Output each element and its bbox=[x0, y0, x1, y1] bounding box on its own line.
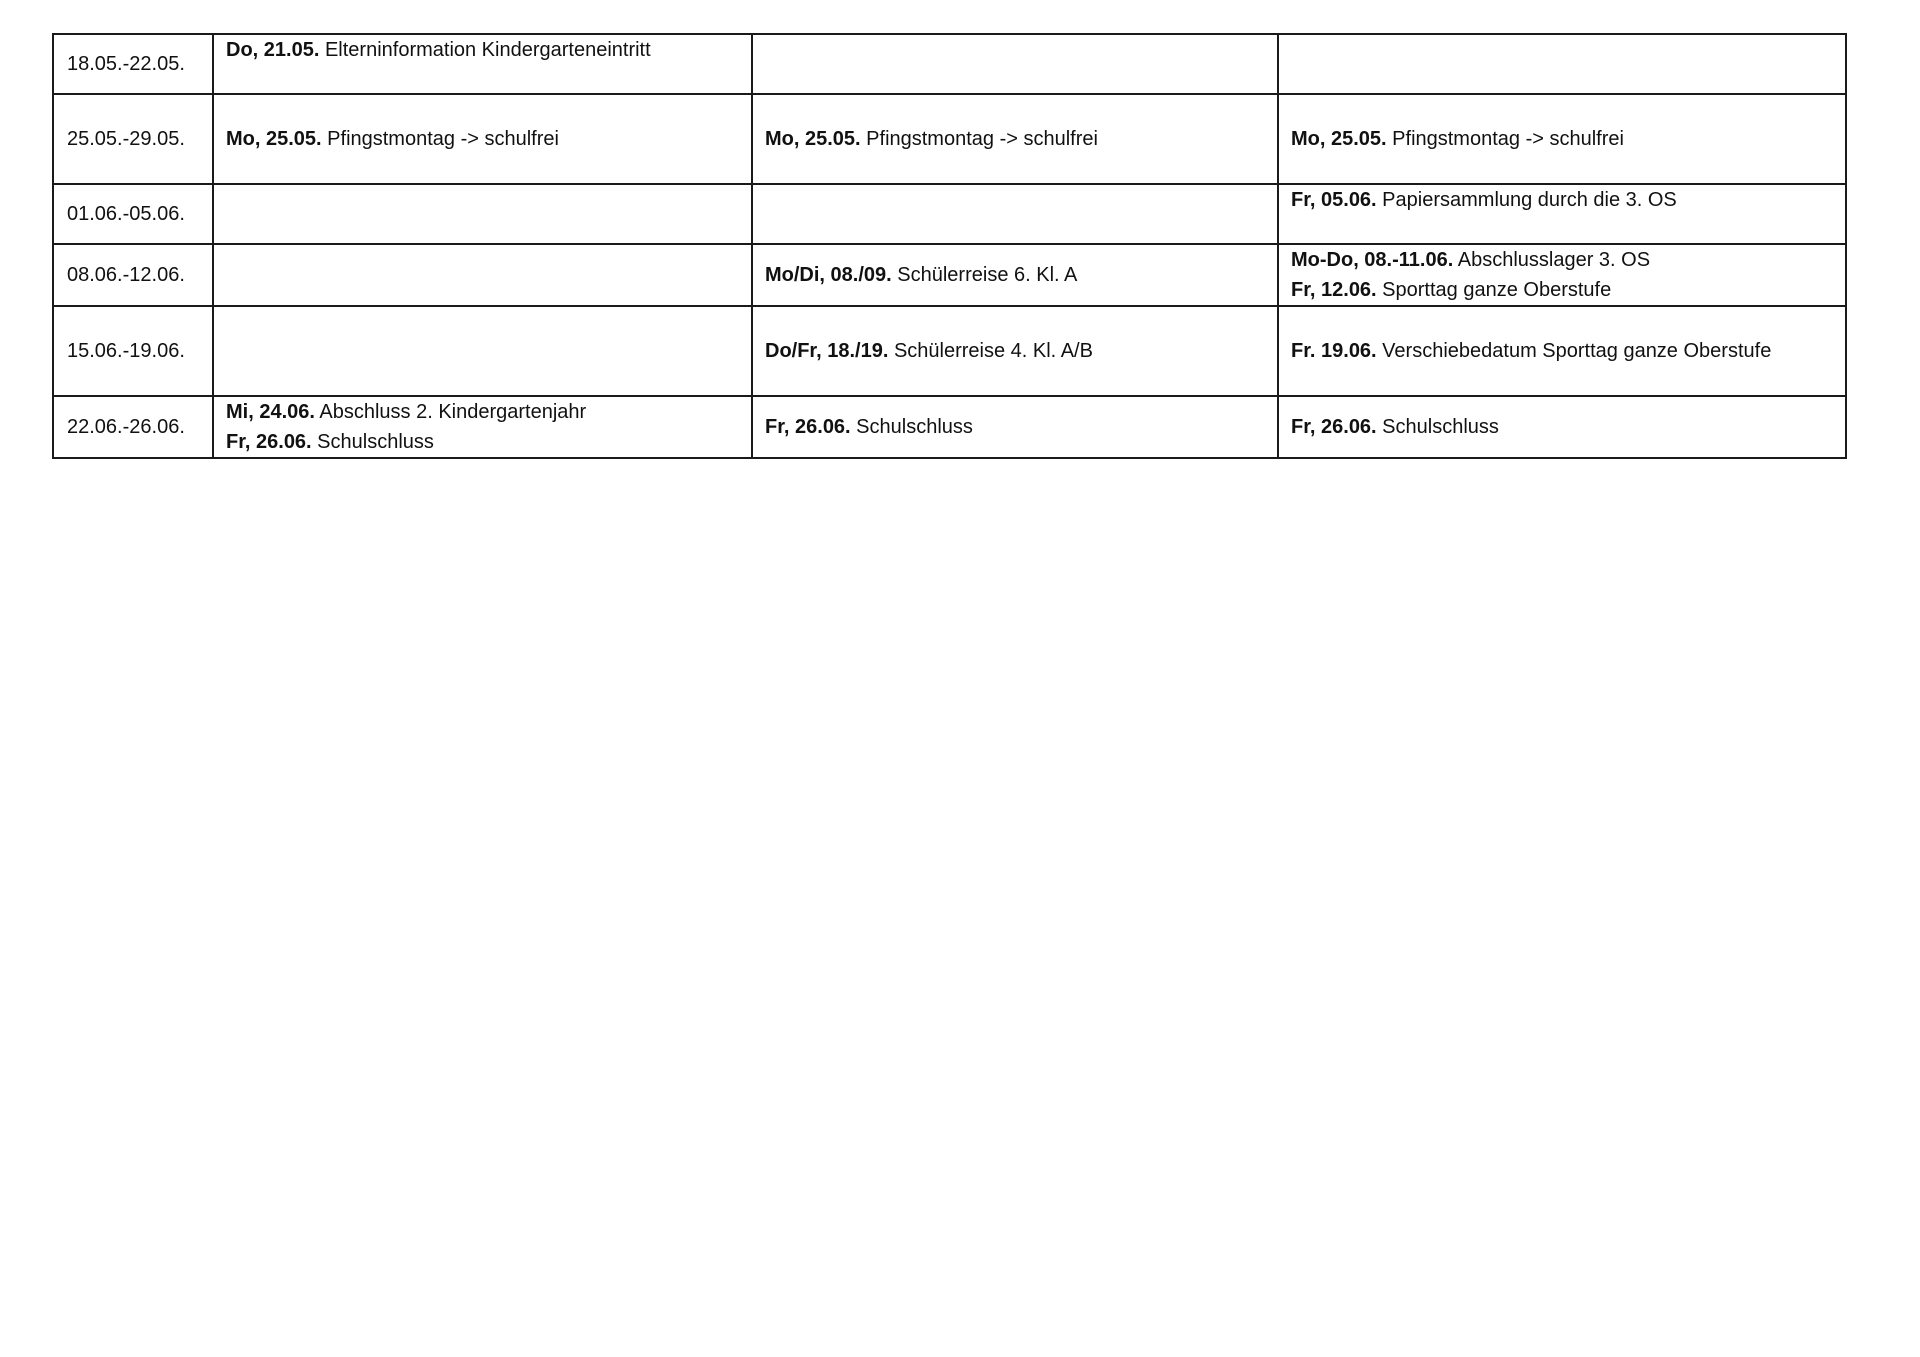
table-row bbox=[53, 34, 1846, 94]
event-text: Elterninformation Kindergarteneintritt bbox=[319, 39, 651, 61]
event-date: Fr, 05.06. bbox=[1291, 189, 1377, 211]
event-cell-col-a bbox=[213, 94, 752, 184]
event-cell-col-c bbox=[1278, 244, 1846, 306]
event-date: Mo, 25.05. bbox=[226, 128, 322, 150]
event-text: Schulschluss bbox=[311, 431, 434, 453]
schedule-table bbox=[52, 33, 1847, 459]
event-cell-col-b bbox=[752, 306, 1278, 396]
table-row bbox=[53, 94, 1846, 184]
table-row bbox=[53, 306, 1846, 396]
event-cell-col-b bbox=[752, 244, 1278, 306]
event-entry bbox=[765, 124, 1265, 154]
event-cell-col-a bbox=[213, 244, 752, 306]
event-entry bbox=[226, 427, 739, 457]
event-entry bbox=[1291, 336, 1833, 366]
event-cell-col-b bbox=[752, 396, 1278, 458]
event-entry bbox=[226, 124, 739, 154]
table-row bbox=[53, 184, 1846, 244]
event-cell-col-a bbox=[213, 34, 752, 94]
event-entry bbox=[1291, 245, 1833, 275]
event-cell-col-c bbox=[1278, 396, 1846, 458]
week-label: 22.06.-26.06. bbox=[67, 416, 185, 438]
event-date: Fr. 19.06. bbox=[1291, 340, 1377, 362]
event-date: Fr, 26.06. bbox=[765, 416, 851, 438]
week-cell bbox=[53, 396, 213, 458]
event-date: Mo/Di, 08./09. bbox=[765, 264, 892, 286]
event-cell-col-c bbox=[1278, 184, 1846, 244]
event-cell-col-a bbox=[213, 306, 752, 396]
event-text: Abschluss 2. Kindergartenjahr bbox=[314, 401, 587, 423]
event-date: Fr, 26.06. bbox=[1291, 416, 1377, 438]
event-cell-col-b bbox=[752, 94, 1278, 184]
event-cell-col-c bbox=[1278, 34, 1846, 94]
event-text: Papiersammlung durch die 3. OS bbox=[1376, 189, 1677, 211]
event-text: Pfingstmontag -> schulfrei bbox=[1386, 128, 1624, 150]
event-text: Verschiebedatum Sporttag ganze Oberstufe bbox=[1376, 340, 1772, 362]
week-label: 25.05.-29.05. bbox=[67, 128, 185, 150]
event-entry bbox=[765, 260, 1265, 290]
event-cell-col-a bbox=[213, 184, 752, 244]
event-text: Abschlusslager 3. OS bbox=[1453, 249, 1651, 271]
event-cell-col-c bbox=[1278, 306, 1846, 396]
event-date: Mo, 25.05. bbox=[765, 128, 861, 150]
table-row bbox=[53, 396, 1846, 458]
event-text: Schülerreise 6. Kl. A bbox=[891, 264, 1078, 286]
event-cell-col-a bbox=[213, 396, 752, 458]
event-entry bbox=[765, 412, 1265, 442]
event-text: Schulschluss bbox=[1376, 416, 1499, 438]
event-text: Pfingstmontag -> schulfrei bbox=[321, 128, 559, 150]
event-entry bbox=[765, 336, 1265, 366]
week-cell bbox=[53, 244, 213, 306]
event-entry bbox=[1291, 275, 1833, 305]
event-entry bbox=[1291, 412, 1833, 442]
event-entry bbox=[226, 397, 739, 427]
event-date: Mo-Do, 08.-11.06. bbox=[1291, 249, 1454, 271]
event-date: Do/Fr, 18./19. bbox=[765, 340, 889, 362]
week-label: 15.06.-19.06. bbox=[67, 340, 185, 362]
event-entry bbox=[1291, 124, 1833, 154]
event-entry bbox=[226, 35, 739, 65]
table-row bbox=[53, 244, 1846, 306]
event-entry bbox=[1291, 185, 1833, 215]
week-cell bbox=[53, 306, 213, 396]
event-cell-col-c bbox=[1278, 94, 1846, 184]
event-text: Schülerreise 4. Kl. A/B bbox=[888, 340, 1093, 362]
week-cell bbox=[53, 34, 213, 94]
week-cell bbox=[53, 184, 213, 244]
week-label: 08.06.-12.06. bbox=[67, 264, 185, 286]
event-date: Mi, 24.06. bbox=[226, 401, 315, 423]
event-date: Fr, 26.06. bbox=[226, 431, 312, 453]
event-cell-col-b bbox=[752, 184, 1278, 244]
week-label: 18.05.-22.05. bbox=[67, 53, 185, 75]
event-text: Pfingstmontag -> schulfrei bbox=[860, 128, 1098, 150]
event-date: Do, 21.05. bbox=[226, 39, 320, 61]
week-label: 01.06.-05.06. bbox=[67, 203, 185, 225]
event-text: Schulschluss bbox=[850, 416, 973, 438]
event-date: Fr, 12.06. bbox=[1291, 279, 1377, 301]
event-date: Mo, 25.05. bbox=[1291, 128, 1387, 150]
event-cell-col-b bbox=[752, 34, 1278, 94]
week-cell bbox=[53, 94, 213, 184]
event-text: Sporttag ganze Oberstufe bbox=[1376, 279, 1612, 301]
